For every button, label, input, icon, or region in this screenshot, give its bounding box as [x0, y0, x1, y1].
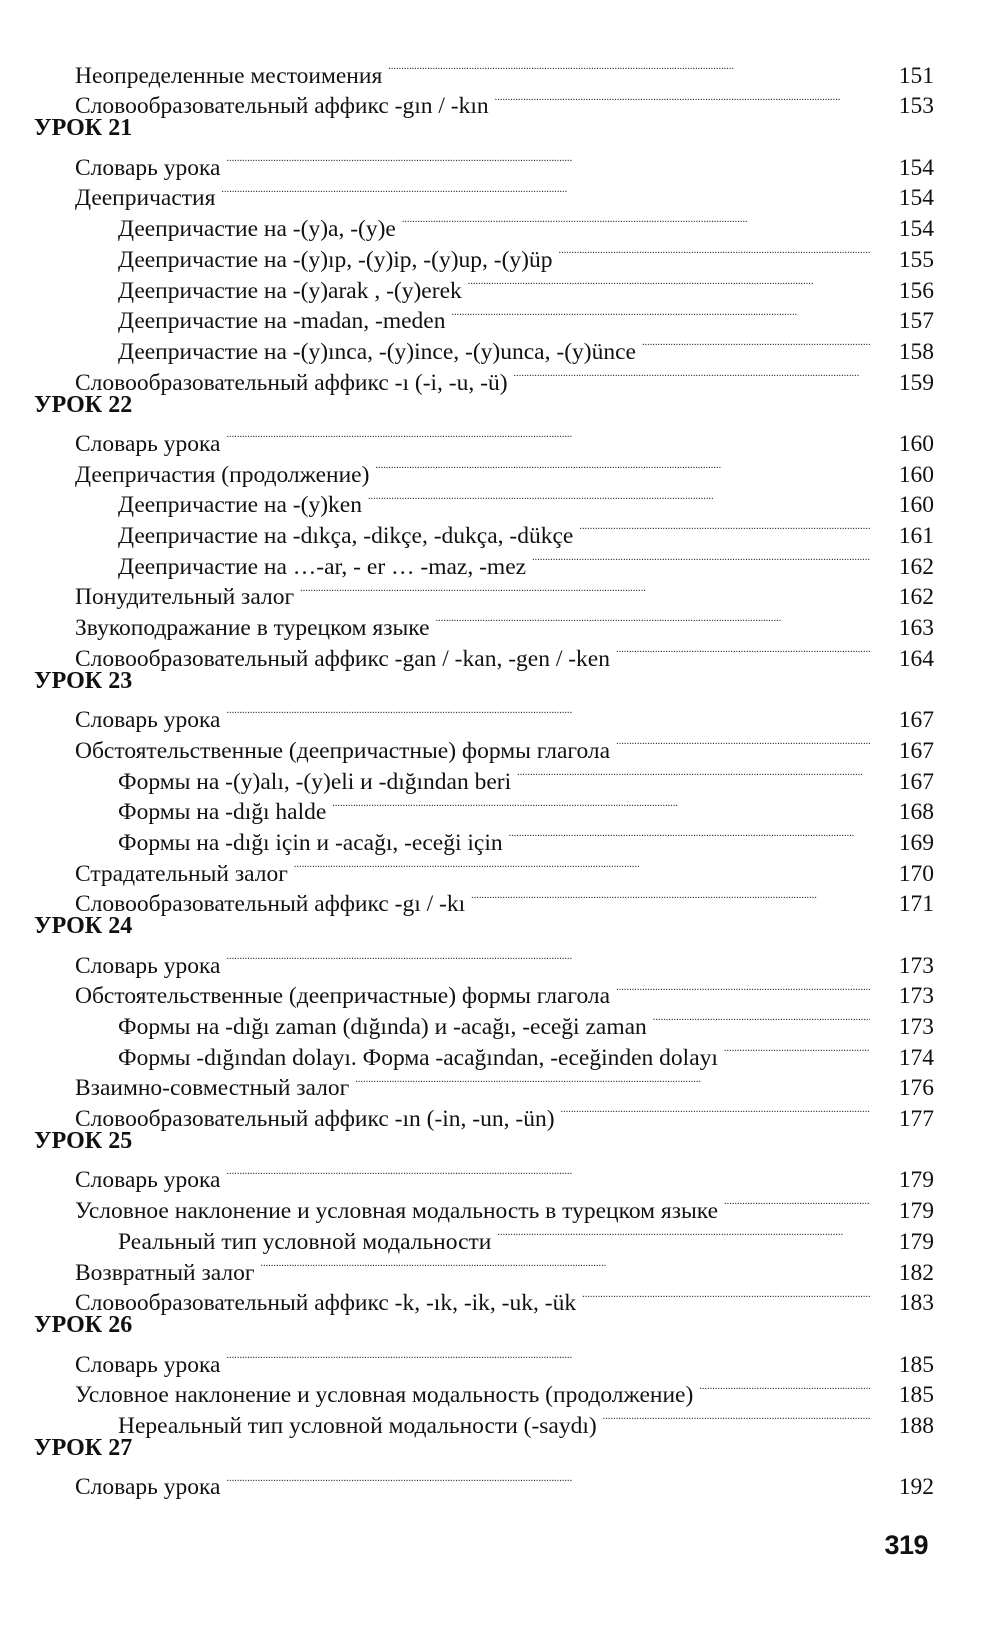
- dot-leader: [699, 1372, 870, 1403]
- dot-leader: [226, 1464, 870, 1495]
- dot-leader: [579, 512, 870, 543]
- entry-page-number: 177: [898, 1106, 934, 1133]
- entry-title: Словарь урока: [75, 707, 221, 734]
- dot-leader: [402, 205, 870, 236]
- entry-page-number: 179: [898, 1228, 934, 1255]
- dot-leader: [226, 1341, 870, 1372]
- table-of-contents: [34, 52, 934, 1501]
- dot-leader: [436, 604, 870, 635]
- dot-leader: [514, 359, 870, 390]
- dot-leader: [468, 267, 870, 298]
- dot-leader: [226, 144, 870, 175]
- dot-leader: [582, 1280, 870, 1311]
- dot-leader: [332, 789, 870, 820]
- toc-entry: [34, 420, 934, 457]
- dot-leader: [451, 298, 870, 329]
- entry-title: Словообразовательный аффикс -ın (-in, -un, -ün): [75, 1106, 555, 1133]
- entry-title: Словообразовательный аффикс -k, -ık, -ik, -uk, -ük: [75, 1290, 577, 1317]
- entry-title: Словообразовательный аффикс -ı (-i, -u, -ü): [75, 369, 508, 396]
- entry-page-number: 160: [898, 492, 934, 519]
- toc-entry: [34, 1157, 934, 1194]
- entry-title: Словообразовательный аффикс -gan / -kan, -gen / -ken: [75, 645, 610, 672]
- entry-page-number: 160: [898, 430, 934, 457]
- entry-title: Деепричастие на -dıkça, -dikçe, -dukça, -dükçe: [118, 523, 574, 549]
- entry-title: Формы -dığından dolayı. Форма -acağından, -eceğinden dolayı: [118, 1044, 718, 1071]
- entry-page-number: 185: [898, 1351, 934, 1378]
- entry-page-number: 154: [898, 154, 934, 181]
- entry-title: Деепричастие на …-ar, - er … -maz, -mez: [118, 553, 527, 580]
- dot-leader: [724, 1034, 870, 1065]
- lesson-title: УРОК 27: [34, 1434, 133, 1461]
- entry-page-number: 157: [898, 308, 934, 335]
- entry-page-number: 173: [898, 952, 934, 979]
- entry-page-number: 154: [898, 216, 934, 243]
- entry-title: Словообразовательный аффикс -gı / -kı: [75, 891, 466, 918]
- dot-leader: [221, 175, 870, 206]
- entry-title: Возвратный залог: [75, 1259, 255, 1286]
- entry-page-number: 182: [898, 1259, 934, 1286]
- entry-title: Словарь урока: [75, 1474, 221, 1501]
- entry-page-number: 169: [898, 829, 934, 856]
- dot-leader: [368, 482, 870, 513]
- dot-leader: [653, 1003, 870, 1034]
- entry-title: Деепричастие на -(y)ken: [118, 492, 362, 519]
- lesson-title: УРОК 25: [34, 1128, 133, 1155]
- dot-leader: [300, 574, 870, 605]
- entry-title: Формы на -(y)alı, -(y)eli и -dığından beri: [118, 768, 512, 795]
- entry-title: Реальный тип условной модальности: [118, 1228, 492, 1255]
- entry-page-number: 160: [898, 461, 934, 488]
- lesson-title: УРОК 23: [34, 667, 133, 694]
- entry-title: Деепричастия: [75, 185, 216, 212]
- entry-page-number: 173: [898, 983, 934, 1010]
- entry-title: Формы на -dığı için и -acağı, -eceği için: [118, 829, 503, 856]
- lesson-title: УРОК 24: [34, 913, 133, 940]
- dot-leader: [471, 881, 870, 912]
- entry-page-number: 159: [898, 369, 934, 396]
- entry-page-number: 170: [898, 860, 934, 887]
- entry-title: Условное наклонение и условная модальность (продолжение): [75, 1382, 694, 1409]
- entry-page-number: 188: [898, 1412, 934, 1439]
- entry-page-number: 156: [898, 277, 934, 304]
- entry-title: Словарь урока: [75, 1351, 221, 1378]
- dot-leader: [355, 1065, 870, 1096]
- entry-title: Деепричастия (продолжение): [75, 461, 370, 488]
- toc-entry: [34, 942, 934, 979]
- entry-title: Словарь урока: [75, 430, 221, 457]
- entry-title: Нереальный тип условной модальности (-saydı): [118, 1412, 597, 1439]
- lesson-title: УРОК 26: [34, 1312, 133, 1339]
- entry-title: Условное наклонение и условная модальность в турецком языке: [75, 1198, 719, 1225]
- entry-page-number: 158: [898, 338, 934, 365]
- entry-title: Обстоятельственные (деепричастные) формы глагола: [75, 983, 611, 1010]
- entry-page-number: 162: [898, 584, 934, 611]
- dot-leader: [532, 543, 870, 574]
- entry-title: Звукоподражание в турецком языке: [75, 615, 430, 642]
- dot-leader: [616, 973, 870, 1004]
- entry-page-number: 161: [898, 523, 934, 549]
- entry-page-number: 151: [898, 62, 934, 89]
- entry-page-number: 171: [898, 891, 934, 918]
- entry-title: Взаимно-совместный залог: [75, 1075, 350, 1102]
- entry-page-number: 164: [898, 645, 934, 672]
- entry-title: Словообразовательный аффикс -gın / -kın: [75, 93, 489, 120]
- entry-title: Формы на -dığı zaman (dığında) и -acağı, -eceği zaman: [118, 1014, 647, 1040]
- dot-leader: [642, 328, 870, 359]
- entry-page-number: 162: [898, 553, 934, 580]
- entry-page-number: 192: [898, 1474, 934, 1501]
- dot-leader: [226, 696, 870, 727]
- entry-title: Неопределенные местоимения: [75, 62, 383, 89]
- entry-title: Деепричастие на -(y)a, -(y)e: [118, 216, 396, 243]
- entry-title: Деепричастие на -madan, -meden: [118, 308, 446, 335]
- dot-leader: [375, 451, 870, 482]
- entry-title: Словарь урока: [75, 1167, 221, 1194]
- entry-page-number: 173: [898, 1014, 934, 1040]
- dot-leader: [495, 83, 870, 114]
- dot-leader: [226, 942, 870, 973]
- dot-leader: [388, 52, 870, 83]
- toc-entry: [34, 144, 934, 181]
- entry-page-number: 167: [898, 707, 934, 734]
- dot-leader: [559, 236, 870, 267]
- entry-title: Формы на -dığı halde: [118, 799, 327, 826]
- entry-title: Деепричастие на -(y)arak , -(y)erek: [118, 277, 462, 304]
- toc-entry: [34, 1464, 934, 1501]
- entry-page-number: 176: [898, 1075, 934, 1102]
- entry-page-number: 179: [898, 1198, 934, 1225]
- entry-page-number: 167: [898, 768, 934, 795]
- entry-page-number: 154: [898, 185, 934, 212]
- entry-title: Страдательный залог: [75, 860, 288, 887]
- entry-title: Обстоятельственные (деепричастные) формы глагола: [75, 737, 611, 764]
- dot-leader: [561, 1095, 870, 1126]
- entry-title: Деепричастие на -(y)ınca, -(y)ince, -(y)unca, -(y)ünce: [118, 338, 636, 365]
- entry-title: Деепричастие на -(y)ıp, -(y)ip, -(y)up, -(y)üp: [118, 246, 553, 273]
- entry-page-number: 168: [898, 799, 934, 826]
- entry-page-number: 185: [898, 1382, 934, 1409]
- page-number: 319: [884, 1530, 928, 1560]
- lesson-title: УРОК 22: [34, 391, 133, 418]
- dot-leader: [509, 819, 870, 850]
- dot-leader: [226, 1157, 870, 1188]
- entry-page-number: 163: [898, 615, 934, 642]
- entry-page-number: 174: [898, 1044, 934, 1071]
- dot-leader: [616, 727, 870, 758]
- entry-title: Словарь урока: [75, 154, 221, 181]
- dot-leader: [261, 1249, 871, 1280]
- entry-page-number: 179: [898, 1167, 934, 1194]
- toc-entry: [34, 52, 934, 89]
- dot-leader: [497, 1218, 870, 1249]
- dot-leader: [226, 420, 870, 451]
- entry-title: Словарь урока: [75, 952, 221, 979]
- entry-title: Понудительный залог: [75, 584, 295, 611]
- toc-entry: [34, 696, 934, 734]
- entry-page-number: 153: [898, 93, 934, 120]
- entry-page-number: 183: [898, 1290, 934, 1317]
- dot-leader: [517, 758, 870, 789]
- lesson-title: УРОК 21: [34, 115, 133, 142]
- toc-entry: [34, 1341, 934, 1378]
- entry-page-number: 155: [898, 246, 934, 273]
- dot-leader: [724, 1187, 870, 1218]
- dot-leader: [294, 850, 870, 881]
- entry-page-number: 167: [898, 737, 934, 764]
- dot-leader: [616, 635, 870, 666]
- dot-leader: [603, 1402, 870, 1433]
